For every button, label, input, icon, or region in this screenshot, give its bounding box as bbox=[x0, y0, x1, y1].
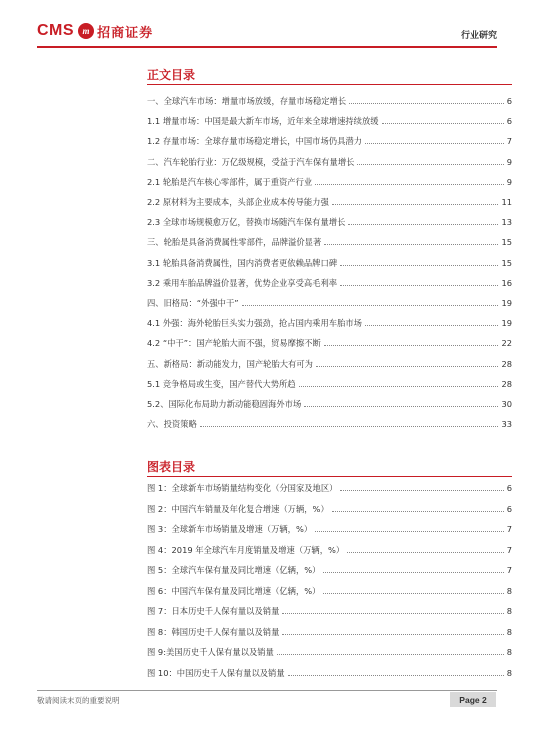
figure-entry[interactable] bbox=[147, 644, 512, 658]
figure-entry[interactable] bbox=[147, 624, 512, 638]
toc-entry-text: 五、新格局：新动能发力，国产轮胎大有可为 bbox=[147, 358, 313, 369]
toc-entry[interactable] bbox=[147, 295, 512, 309]
dot-leader bbox=[242, 305, 499, 306]
figure-entry-text: 图 10：中国历史千人保有量以及销量 bbox=[147, 667, 285, 678]
dot-leader bbox=[277, 654, 504, 655]
figures-title-divider bbox=[147, 476, 512, 477]
toc-entry-text: 三、轮胎是具备消费属性零部件，品牌溢价显著 bbox=[147, 237, 322, 248]
toc-entry-page-number: 13 bbox=[501, 217, 512, 228]
figure-entry[interactable] bbox=[147, 521, 512, 535]
dot-leader bbox=[200, 426, 499, 427]
dot-leader bbox=[288, 675, 504, 676]
toc-entry[interactable] bbox=[147, 113, 512, 127]
figure-entry[interactable] bbox=[147, 501, 512, 515]
company-logo bbox=[37, 22, 153, 40]
figure-entry-text: 图 4：2019 年全球汽车月度销量及增速（万辆，%） bbox=[147, 544, 345, 555]
figure-entry[interactable] bbox=[147, 603, 512, 617]
toc-entry-text: 2.1 轮胎是汽车核心零部件，属于重资产行业 bbox=[147, 176, 313, 187]
figure-entry[interactable] bbox=[147, 562, 512, 576]
dot-leader bbox=[340, 285, 498, 286]
dot-leader bbox=[347, 552, 504, 553]
toc-entry-page-number: 6 bbox=[506, 116, 512, 127]
figure-entry-page-number: 7 bbox=[506, 524, 512, 534]
toc-entry[interactable] bbox=[147, 93, 512, 107]
figure-entry-page-number: 8 bbox=[506, 626, 512, 637]
toc-entry-page-number: 16 bbox=[501, 277, 512, 288]
toc-entry[interactable] bbox=[147, 214, 512, 228]
toc-entry-page-number: 19 bbox=[501, 318, 512, 329]
dot-leader bbox=[340, 490, 503, 491]
dot-leader bbox=[349, 103, 504, 104]
header-divider bbox=[37, 46, 497, 48]
toc-entry-text: 4.2 “中干”：国产轮胎大而不强，贸易摩擦不断 bbox=[147, 338, 321, 349]
toc-entry[interactable] bbox=[147, 416, 512, 430]
dot-leader bbox=[323, 593, 503, 594]
toc-entry[interactable] bbox=[147, 194, 512, 208]
dot-leader bbox=[382, 123, 504, 124]
figure-entry-page-number: 8 bbox=[506, 647, 512, 657]
page-number-badge: Page 2 bbox=[450, 692, 496, 707]
toc-entry[interactable] bbox=[147, 335, 512, 349]
figure-entry-text: 图 6：中国汽车保有量及同比增速（亿辆，%） bbox=[147, 585, 321, 596]
dot-leader bbox=[357, 164, 503, 165]
figure-entry-page-number: 6 bbox=[506, 503, 512, 514]
toc-entry[interactable] bbox=[147, 234, 512, 248]
toc-entry-page-number: 11 bbox=[501, 197, 512, 207]
toc-entry-text: 3.1 轮胎具备消费属性，国内消费者更依赖品牌口碑 bbox=[147, 257, 338, 268]
dot-leader bbox=[324, 244, 498, 245]
toc-title: 正文目录 bbox=[147, 68, 196, 82]
toc-entry-page-number: 9 bbox=[506, 156, 512, 167]
toc-entry-page-number: 15 bbox=[501, 237, 512, 248]
toc-entry[interactable] bbox=[147, 275, 512, 289]
figure-entry[interactable] bbox=[147, 665, 512, 679]
figure-entry[interactable] bbox=[147, 480, 512, 494]
toc-entry[interactable] bbox=[147, 255, 512, 269]
figure-entry[interactable] bbox=[147, 583, 512, 597]
figure-entry-page-number: 7 bbox=[506, 565, 512, 575]
figure-entry[interactable] bbox=[147, 542, 512, 556]
toc-entry-text: 1.1 增量市场：中国是最大新车市场，近年来全球增速持续放缓 bbox=[147, 116, 379, 127]
toc-entry-page-number: 9 bbox=[506, 176, 512, 187]
figures-title: 图表目录 bbox=[147, 460, 196, 474]
figure-entry-text: 图 2：中国汽车销量及年化复合增速（万辆，%） bbox=[147, 503, 329, 514]
toc-entry-page-number: 7 bbox=[506, 136, 512, 147]
figure-entry-page-number: 7 bbox=[506, 544, 512, 555]
toc-entry-page-number: 22 bbox=[501, 338, 512, 349]
dot-leader bbox=[316, 366, 498, 367]
footer-disclaimer: 敬请阅读末页的重要说明 bbox=[37, 696, 120, 705]
toc-entry[interactable] bbox=[147, 356, 512, 370]
toc-entry-page-number: 28 bbox=[501, 358, 512, 369]
toc-entry-text: 5.1 竞争格局或生变，国产替代大势所趋 bbox=[147, 378, 296, 389]
figure-entry-text: 图 7：日本历史千人保有量以及销量 bbox=[147, 606, 280, 616]
toc-entry-text: 1.2 存量市场：全球存量市场稳定增长，中国市场仍具潜力 bbox=[147, 136, 362, 147]
dot-leader bbox=[323, 572, 503, 573]
logo-mark-icon: m bbox=[78, 23, 94, 39]
toc-entry-page-number: 6 bbox=[506, 96, 512, 106]
dot-leader bbox=[282, 613, 503, 614]
logo-chinese-text: 招商证券 bbox=[97, 25, 154, 41]
dot-leader bbox=[348, 224, 498, 225]
toc-entry-page-number: 33 bbox=[501, 419, 512, 430]
toc-title-divider bbox=[147, 84, 512, 85]
dot-leader bbox=[282, 634, 503, 635]
dot-leader bbox=[332, 204, 499, 205]
dot-leader bbox=[365, 143, 504, 144]
toc-entry-page-number: 28 bbox=[501, 378, 512, 389]
dot-leader bbox=[340, 265, 498, 266]
toc-entry-text: 六、投资策略 bbox=[147, 419, 197, 430]
toc-entry-text: 一、全球汽车市场：增量市场放缓，存量市场稳定增长 bbox=[147, 96, 347, 106]
toc-entry-text: 2.2 原材料为主要成本，头部企业成本传导能力强 bbox=[147, 197, 329, 207]
toc-entry-page-number: 30 bbox=[501, 399, 512, 409]
figure-entry-page-number: 6 bbox=[506, 483, 512, 493]
footer-divider bbox=[37, 690, 497, 691]
dot-leader bbox=[365, 325, 498, 326]
report-category: 行业研究 bbox=[460, 31, 497, 41]
toc-entry[interactable] bbox=[147, 376, 512, 390]
dot-leader bbox=[299, 386, 499, 387]
dot-leader bbox=[315, 184, 504, 185]
figure-entry-text: 图 8：韩国历史千人保有量以及销量 bbox=[147, 626, 280, 637]
toc-entry-text: 4.1 外强：海外轮胎巨头实力强劲，抢占国内乘用车胎市场 bbox=[147, 318, 362, 329]
figure-entry-text: 图 9:美国历史千人保有量以及销量 bbox=[147, 647, 274, 657]
toc-entry-text: 2.3 全球市场规模愈万亿，替换市场随汽车保有量增长 bbox=[147, 217, 346, 228]
page-header bbox=[0, 0, 534, 60]
toc-entry[interactable] bbox=[147, 315, 512, 329]
toc-entry-text: 5.2、国际化布局助力新动能稳固海外市场 bbox=[147, 399, 302, 409]
toc-entry-text: 二、汽车轮胎行业：万亿级规模，受益于汽车保有量增长 bbox=[147, 156, 355, 167]
toc-entry[interactable] bbox=[147, 396, 512, 410]
dot-leader bbox=[304, 406, 498, 407]
toc-entry-text: 四、旧格局：“外强中干” bbox=[147, 298, 239, 308]
dot-leader bbox=[332, 511, 504, 512]
figure-entry-page-number: 8 bbox=[506, 667, 512, 678]
toc-entry[interactable] bbox=[147, 154, 512, 168]
toc-entry-text: 3.2 乘用车胎品牌溢价显著，优势企业享受高毛利率 bbox=[147, 277, 338, 288]
toc-entry-page-number: 19 bbox=[501, 298, 512, 308]
dot-leader bbox=[324, 345, 499, 346]
toc-entry[interactable] bbox=[147, 174, 512, 188]
logo-latin-text: CMS bbox=[37, 22, 75, 39]
figure-entry-text: 图 1：全球新车市场销量结构变化（分国家及地区） bbox=[147, 483, 338, 493]
toc-entry-page-number: 15 bbox=[501, 257, 512, 268]
toc-entry[interactable] bbox=[147, 133, 512, 147]
figure-entry-text: 图 5：全球汽车保有量及同比增速（亿辆，%） bbox=[147, 565, 321, 575]
dot-leader bbox=[315, 531, 504, 532]
figure-entry-page-number: 8 bbox=[506, 585, 512, 596]
figure-entry-text: 图 3：全球新车市场销量及增速（万辆，%） bbox=[147, 524, 313, 534]
figure-entry-page-number: 8 bbox=[506, 606, 512, 616]
